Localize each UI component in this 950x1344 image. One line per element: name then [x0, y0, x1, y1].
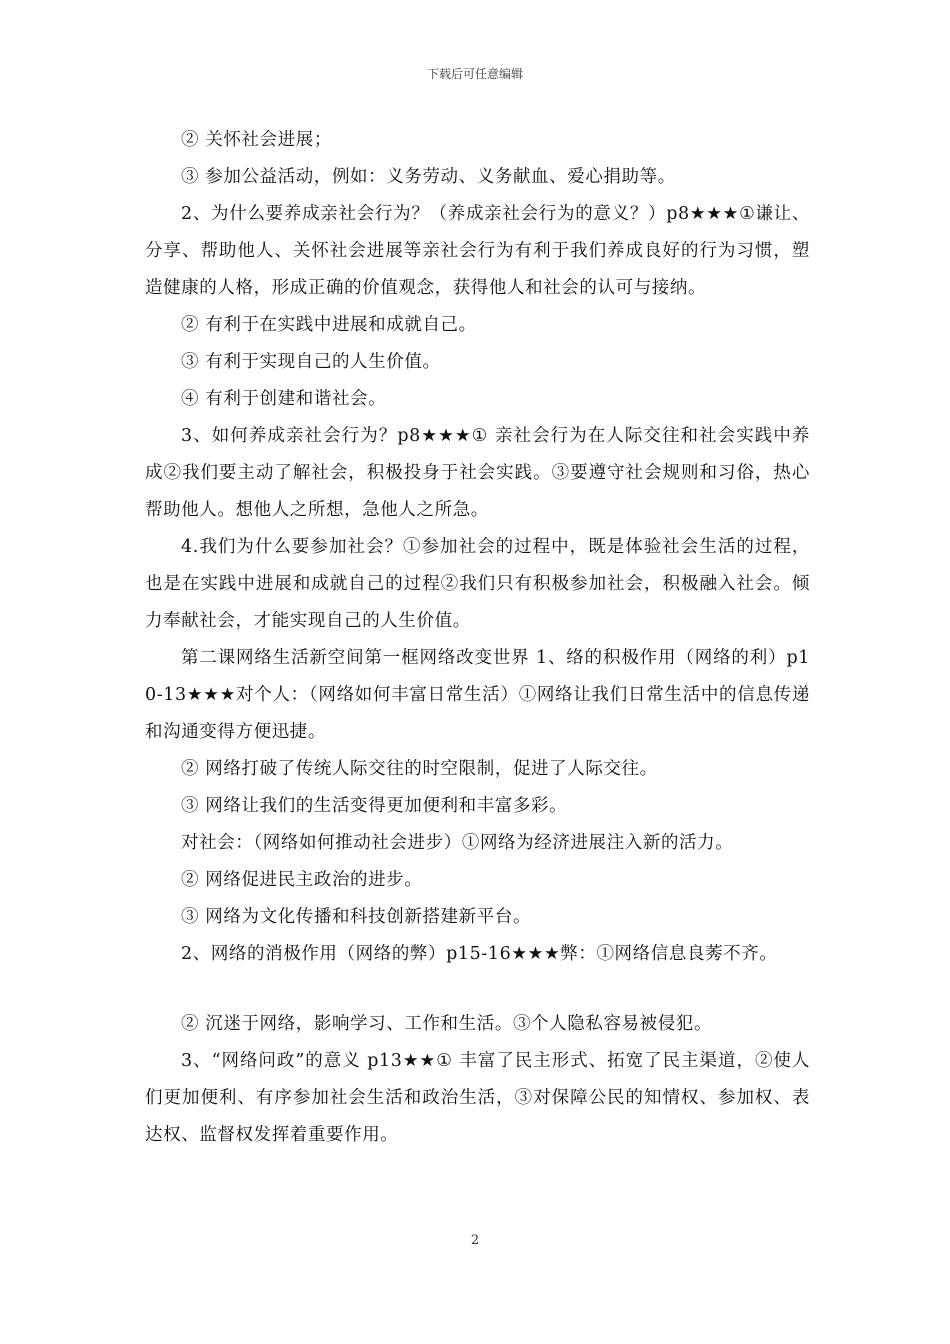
paragraph: 3、如何养成亲社会行为？p8★★★① 亲社会行为在人际交往和社会实践中养成②我们要主动了解社会，积极投身于社会实践。③要遵守社会规则和习俗，热心帮助他人。想他人之所想，急他人之所急。: [145, 426, 810, 520]
paragraph-gap: [145, 973, 810, 1006]
page-header: 下载后可任意编辑: [426, 67, 523, 81]
paragraph: ② 关怀社会进展；: [181, 130, 332, 150]
paragraph: 4.我们为什么要参加社会？①参加社会的过程中，既是体验社会生活的过程，也是在实践中进展和成就自己的过程②我们只有积极参加社会，积极融入社会。倾力奉献社会，才能实现自己的人生价值。: [145, 537, 810, 631]
paragraph: 3、“网络问政”的意义 p13★★① 丰富了民主形式、拓宽了民主渠道，②使人们更加便利、有序参加社会生活和政治生活，③对保障公民的知情权、参加权、表达权、监督权发挥着重要作用。: [145, 1051, 810, 1145]
paragraph: ③ 有利于实现自己的人生价值。: [181, 352, 441, 372]
paragraph: ② 沉迷于网络，影响学习、工作和生活。③个人隐私容易被侵犯。: [181, 1014, 713, 1034]
paragraph: ③ 参加公益活动，例如：义务劳动、义务献血、爱心捐助等。: [181, 167, 676, 187]
paragraph: ④ 有利于创建和谐社会。: [181, 389, 387, 409]
paragraph: 2、为什么要养成亲社会行为？（养成亲社会行为的意义？）p8★★★①谦让、分享、帮助他人、关怀社会进展等亲社会行为有利于我们养成良好的行为习惯，塑造健康的人格，形成正确的价值观念，获得他人和社会的认可与接纳。: [145, 204, 810, 298]
page-number: 2: [470, 1233, 480, 1248]
paragraph: ② 网络促进民主政治的进步。: [181, 870, 423, 890]
paragraph: ③ 网络为文化传播和科技创新搭建新平台。: [181, 907, 532, 927]
paragraph: 对社会：（网络如何推动社会进步）①网络为经济进展注入新的活力。: [181, 833, 734, 853]
paragraph: ③ 网络让我们的生活变得更加便利和丰富多彩。: [181, 796, 568, 816]
body-text: [145, 122, 810, 1154]
paragraph: ② 网络打破了传统人际交往的时空限制，促进了人际交往。: [181, 759, 658, 779]
paragraph: 2、网络的消极作用（网络的弊）p15-16★★★弊：①网络信息良莠不齐。: [181, 944, 778, 964]
paragraph: 第二课网络生活新空间第一框网络改变世界 1、络的积极作用（网络的利）p10-13★★★对个人：（网络如何丰富日常生活）①网络让我们日常生活中的信息传递和沟通变得方便迅捷。: [145, 648, 810, 742]
paragraph: ② 有利于在实践中进展和成就自己。: [181, 315, 477, 335]
